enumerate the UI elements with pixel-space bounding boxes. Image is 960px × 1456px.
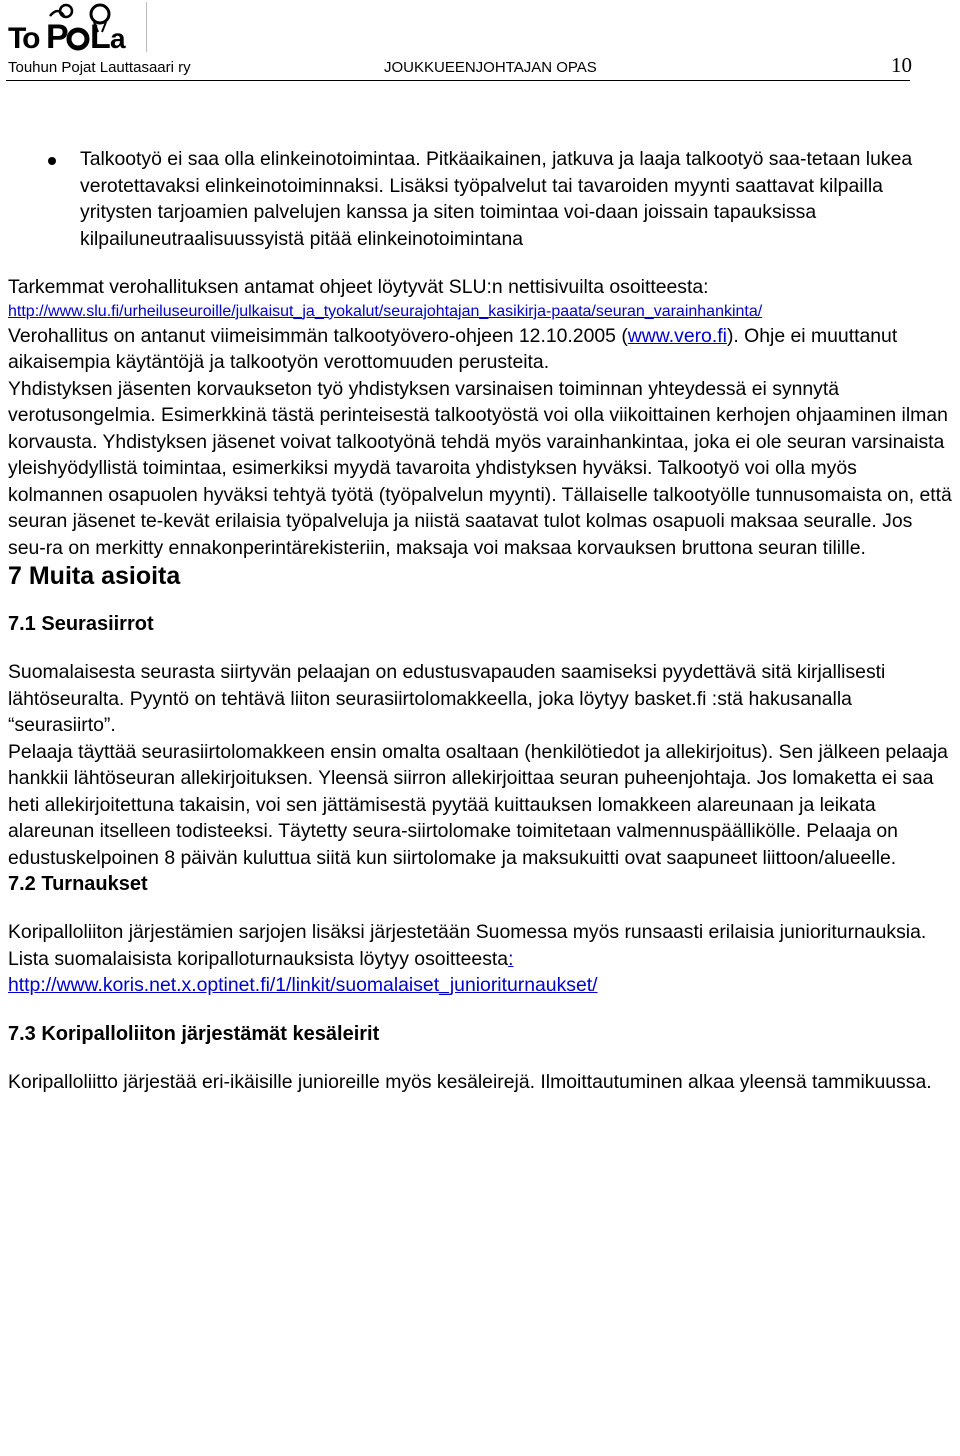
paragraph-turnaukset: Koripalloliiton järjestämien sarjojen lisäksi järjestetään Suomessa myös runsaasti erilaisia junioriturnauksia.	[8, 921, 927, 943]
lista-colon: :	[508, 947, 514, 970]
svg-text:L: L	[90, 18, 111, 52]
document-body	[8, 146, 954, 1095]
koris-link[interactable]: http://www.koris.net.x.optinet.fi/1/linkit/suomalaiset_junioriturnaukset/	[8, 974, 598, 996]
paragraph-verohallitus	[8, 323, 954, 376]
spacer	[8, 999, 954, 1021]
paragraph-seurasiirto: Suomalaisesta seurasta siirtyvän pelaajan on edustusvapauden saamiseksi pyydettävä sitä kirjallisesti lähtöseuralta. Pyyntö on tehtävä liiton seurasiirtolomakkeella, joka löytyy basket.fi :stä hakusanalla “seurasiirto”.	[8, 661, 886, 736]
svg-text:To: To	[8, 22, 39, 52]
club-name: Touhun Pojat Lauttasaari ry	[8, 59, 191, 76]
bullet-dot-icon	[48, 157, 56, 165]
vero-link[interactable]: www.vero.fi	[627, 324, 727, 347]
svg-text:P: P	[46, 18, 67, 52]
paragraph-kesaleirit: Koripalloliitto järjestää eri-ikäisille junioreille myös kesäleirejä. Ilmoittautuminen alkaa yleensä tammikuussa.	[8, 1070, 932, 1093]
vero-text-before: Verohallitus on antanut viimeisimmän talkootyövero-ohjeen 12.10.2005 (	[8, 324, 628, 347]
subsection-heading-turnaukset: 7.2 Turnaukset	[8, 873, 148, 895]
topola-logo-icon	[6, 2, 146, 52]
paragraph-tarkemmat: Tarkemmat verohallituksen antamat ohjeet löytyvät SLU:n nettisivuilta osoitteesta:	[8, 276, 709, 298]
subsection-heading-kesaleirit: 7.3 Koripalloliiton järjestämät kesäleirit	[8, 1022, 380, 1045]
club-logo	[6, 2, 147, 52]
bullet-item	[8, 146, 954, 252]
bullet-text: Talkootyö ei saa olla elinkeinotoimintaa. Pitkäaikainen, jatkuva ja laaja talkootyö saa-tetaan lukea verotettavaksi elinkeinotoiminnaksi. Lisäksi työpalvelut tai tavaroiden myynti saattavat kilpailla yritysten tarjoamien palvelujen kanssa ja siten toimintaa voi-daan joissain tapauksissa kilpailuneutraalisuussyistä pitää elinkeinotoimintana	[80, 148, 913, 250]
lista-text: Lista suomalaisista koripalloturnauksista löytyy osoitteesta	[8, 947, 509, 970]
paragraph-yhdistys: Yhdistyksen jäsenten korvaukseton työ yhdistyksen varsinaisen toiminnan yhteydessä ei synnytä verotusongelmia. Esimerkkinä tästä perinteisestä talkootyöstä voi olla viikoittainen kerhojen ohjaaminen ilman korvausta. Yhdistyksen jäsenet voivat talkootyönä tehdä myös varainhankintaa, joka ei ole seuran varsinaista yleishyödyllistä toimintaa, esimerkiksi myydä tavaroita yhdistyksen hyväksi. Talkootyö voi olla myös kolmannen osapuolen hyväksi tehtyä työtä (työpalvelun myynti). Tällaiselle talkootyölle tunnusomaista on, että seuran jäsenet te-kevät erilaisia työpalveluja ja niistä saatavat tulot kolmas osapuoli maksaa seuralle. Jos seu-ra on merkitty ennakonperintärekisteriin, maksaja voi maksaa korvauksen bruttona seuran tilille.	[8, 377, 952, 559]
header-divider	[6, 80, 910, 81]
document-title: JOUKKUEENJOHTAJAN OPAS	[384, 59, 597, 76]
section-heading-muita-asioita: 7 Muita asioita	[8, 562, 181, 590]
paragraph-lista	[8, 946, 954, 999]
slu-link-paragraph	[8, 301, 954, 323]
vero-text-after: ). Ohje ei muuttanut aikaisempia käytäntöjä ja talkootyön verottomuuden perusteita.	[8, 324, 898, 373]
svg-text:a: a	[110, 23, 126, 52]
subsection-heading-seurasiirrot: 7.1 Seurasiirrot	[8, 613, 154, 635]
page-number: 10	[891, 53, 912, 77]
slu-link[interactable]: http://www.slu.fi/urheiluseuroille/julkaisut_ja_tyokalut/seurajohtajan_kasikirja-paata/seuran_varainhankinta/	[8, 302, 763, 320]
page-header	[8, 53, 912, 78]
paragraph-pelaaja: Pelaaja täyttää seurasiirtolomakkeen ensin omalta osaltaan (henkilötiedot ja allekirjoitus). Sen jälkeen pelaaja hankkii lähtöseuran allekirjoituksen. Yleensä siirron allekirjoittaa seuran puheenjohtaja. Jos lomaketta ei saa heti allekirjoitettuna takaisin, voi sen jättämisestä pyytää kuittauksen lomakkeen alareunaan ja leikata alareunan itselleen todisteeksi. Täytetty seura-siirtolomake toimitetaan valmennuspäällikölle. Pelaaja on edustuskelpoinen 8 päivän kuluttua siitä kun siirtolomake ja maksukuitti ovat saapuneet liittoon/alueelle.	[8, 740, 948, 869]
